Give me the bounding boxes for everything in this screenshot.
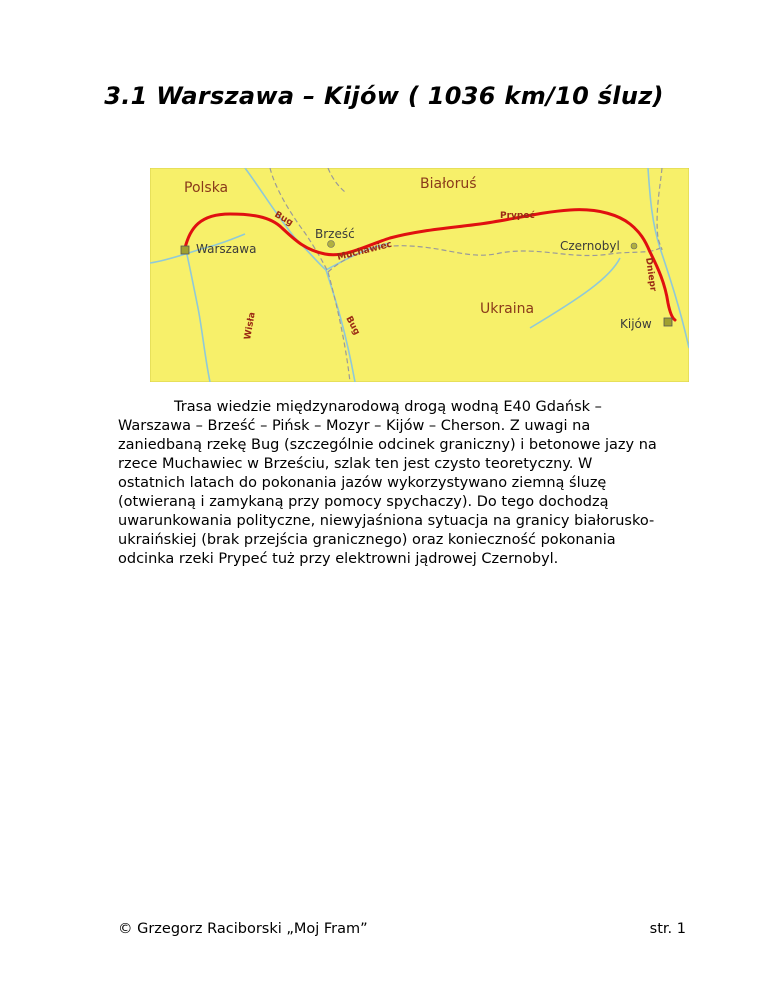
label-ukraine: Ukraina bbox=[480, 301, 535, 317]
label-dniepr: Dniepr bbox=[643, 257, 658, 293]
route-map bbox=[150, 168, 689, 382]
map-background bbox=[150, 168, 689, 382]
label-bug-south: Bug bbox=[343, 314, 362, 337]
kyiv-marker bbox=[664, 318, 672, 326]
body-text bbox=[118, 398, 658, 569]
footer-copyright: © Grzegorz Raciborski „Moj Fram” bbox=[118, 921, 368, 937]
label-brest: Brześć bbox=[315, 227, 355, 241]
label-chernobyl: Czernobyl bbox=[560, 239, 620, 253]
brest-marker bbox=[328, 241, 335, 248]
label-bug-north: Bug bbox=[272, 209, 295, 229]
label-wisla: Wisła bbox=[243, 311, 258, 341]
footer-page-number: str. 1 bbox=[649, 921, 686, 937]
page-title: 3.1 Warszawa – Kijów ( 1036 km/10 śluz) bbox=[104, 82, 664, 110]
label-muchawiec: Muchawiec bbox=[336, 239, 394, 263]
paragraph: Trasa wiedzie międzynarodową drogą wodną E40 Gdańsk – Warszawa – Brześć – Pińsk – Mozyr – Kijów – Cherson. Z uwagi na zaniedbaną rzekę Bug (szczególnie odcinek graniczny) i betonowe jazy na rzece Muchawiec w Brześciu, szlak ten jest czysto teoretyczny. W ostatnich latach do pokonania jazów wykorzystywano ziemną śluzę (otwieraną i zamykaną przy pomocy spychaczy). Do tego dochodzą uwarunkowania polityczne, niewyjaśniona sytuacja na granicy białorusko-ukraińskiej (brak przejścia granicznego) oraz konieczność pokonania odcinka rzeki Prypeć tuż przy elektrowni jądrowej Czernobyl. bbox=[118, 399, 657, 567]
chernobyl-marker bbox=[631, 243, 637, 249]
warsaw-marker bbox=[181, 246, 189, 254]
label-belarus: Białoruś bbox=[420, 176, 477, 192]
label-prypec: Prypeć bbox=[500, 211, 535, 221]
label-kyiv: Kijów bbox=[620, 317, 652, 331]
label-poland: Polska bbox=[184, 180, 229, 196]
label-warsaw: Warszawa bbox=[196, 242, 257, 256]
